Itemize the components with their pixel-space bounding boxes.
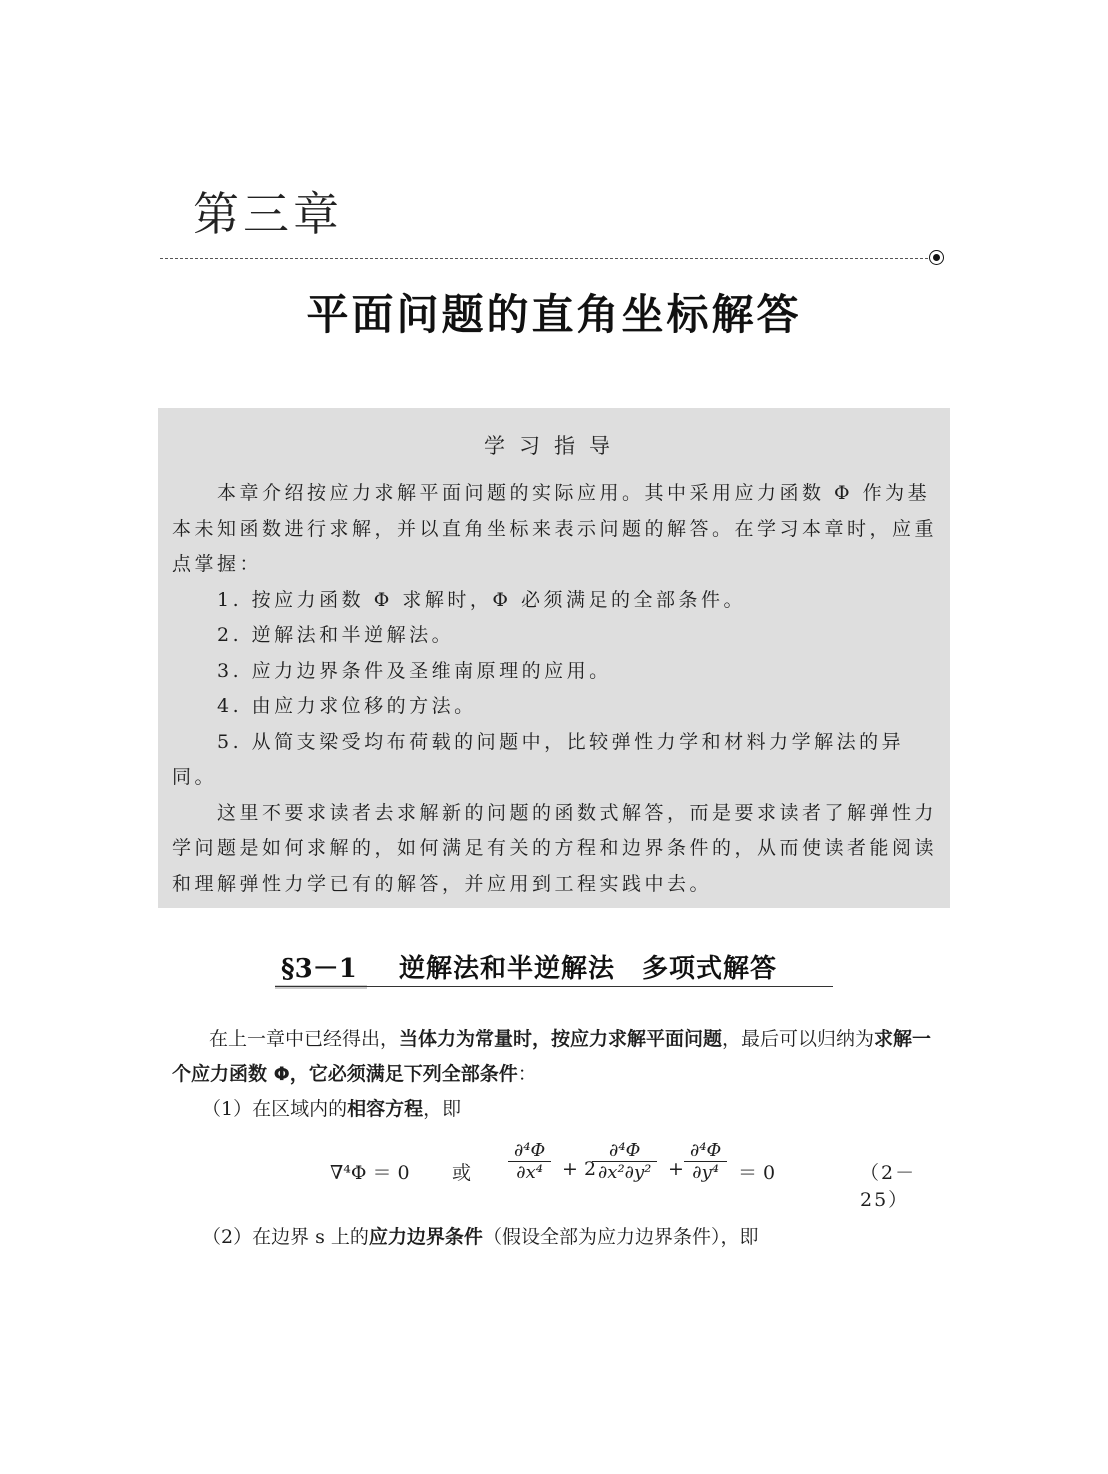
study-guide-item: 3. 应力边界条件及圣维南原理的应用。: [217, 659, 612, 682]
fraction-denominator: ∂x²∂y²: [592, 1161, 657, 1183]
fraction-numerator: ∂⁴Φ: [609, 1140, 641, 1161]
fraction-denominator: ∂y⁴: [684, 1161, 727, 1183]
fraction-numerator: ∂⁴Φ: [514, 1140, 546, 1161]
body-emphasis: 当体力为常量时，按应力求解平面问题: [399, 1028, 723, 1050]
body-text: [172, 1022, 950, 1127]
body-emphasis: 求解一个应力函数 Φ，它必须满足下列全部条件: [172, 1028, 932, 1085]
divider-bullet-icon: [929, 250, 944, 265]
body-paragraph: [172, 1022, 950, 1092]
fraction-denominator: ∂x⁴: [508, 1161, 551, 1183]
chapter-label: 第三章: [193, 187, 343, 241]
body-text-run: ，最后可以归纳为: [722, 1028, 875, 1050]
body-emphasis: 应力边界条件: [368, 1226, 483, 1248]
study-guide-box: [158, 408, 950, 908]
section-title: 逆解法和半逆解法 多项式解答: [399, 954, 778, 984]
equation-or: 或: [452, 1162, 472, 1184]
body-text-run: ，即: [423, 1098, 462, 1120]
equation-lhs: ∇⁴Φ ＝ 0: [330, 1162, 410, 1184]
fraction-numerator: ∂⁴Φ: [690, 1140, 722, 1161]
condition-1: [172, 1092, 950, 1127]
chapter-divider: [160, 258, 928, 259]
study-guide-item: 2. 逆解法和半逆解法。: [217, 624, 455, 646]
equation-fraction: [508, 1140, 551, 1183]
equation-operator: + 2: [562, 1158, 597, 1180]
study-guide-closing: 这里不要求读者去求解新的问题的函数式解答，而是要求读者了解弹性力学问题是如何求解的，如何满足有关的方程和边界条件的，从而使读者能阅读和理解弹性力学已有的解答，并应用到工程实践中去。: [172, 801, 938, 895]
study-guide-intro: 本章介绍按应力求解平面问题的实际应用。其中采用应力函数 Φ 作为基本未知函数进行求解，并以直角坐标来表示问题的解答。在学习本章时，应重点掌握：: [172, 482, 938, 575]
body-text-run: （假设全部为应力边界条件），即: [482, 1226, 759, 1248]
body-text-continued: [172, 1220, 950, 1255]
equation-fraction: [684, 1140, 727, 1183]
equation-rhs: ＝ 0: [738, 1162, 776, 1184]
study-guide-item: 4. 由应力求位移的方法。: [217, 695, 477, 717]
body-text-run: （1）在区域内的: [202, 1098, 348, 1120]
study-guide-item: 5. 从简支梁受均布荷载的问题中，比较弹性力学和材料力学解法的异同。: [172, 730, 905, 788]
section-underline: [275, 986, 833, 987]
study-guide-body: [172, 476, 938, 902]
compatibility-equation: [330, 1140, 950, 1211]
condition-2: [172, 1220, 950, 1255]
body-emphasis: 相容方程: [347, 1098, 424, 1120]
chapter-title: 平面问题的直角坐标解答: [306, 290, 802, 339]
study-guide-title: 学习指导: [484, 434, 624, 458]
body-text-run: ：: [517, 1063, 537, 1085]
body-text-run: （2）在边界 s 上的: [202, 1226, 369, 1248]
study-guide-item: 1. 按应力函数 Φ 求解时，Φ 必须满足的全部条件。: [217, 588, 746, 611]
equation-fraction: [592, 1140, 657, 1183]
equation-number: （2－25）: [860, 1162, 917, 1211]
equation-operator: +: [668, 1158, 684, 1180]
section-number: §3－1: [281, 954, 357, 984]
section-heading: [275, 946, 833, 986]
body-text-run: 在上一章中已经得出，: [209, 1028, 400, 1050]
